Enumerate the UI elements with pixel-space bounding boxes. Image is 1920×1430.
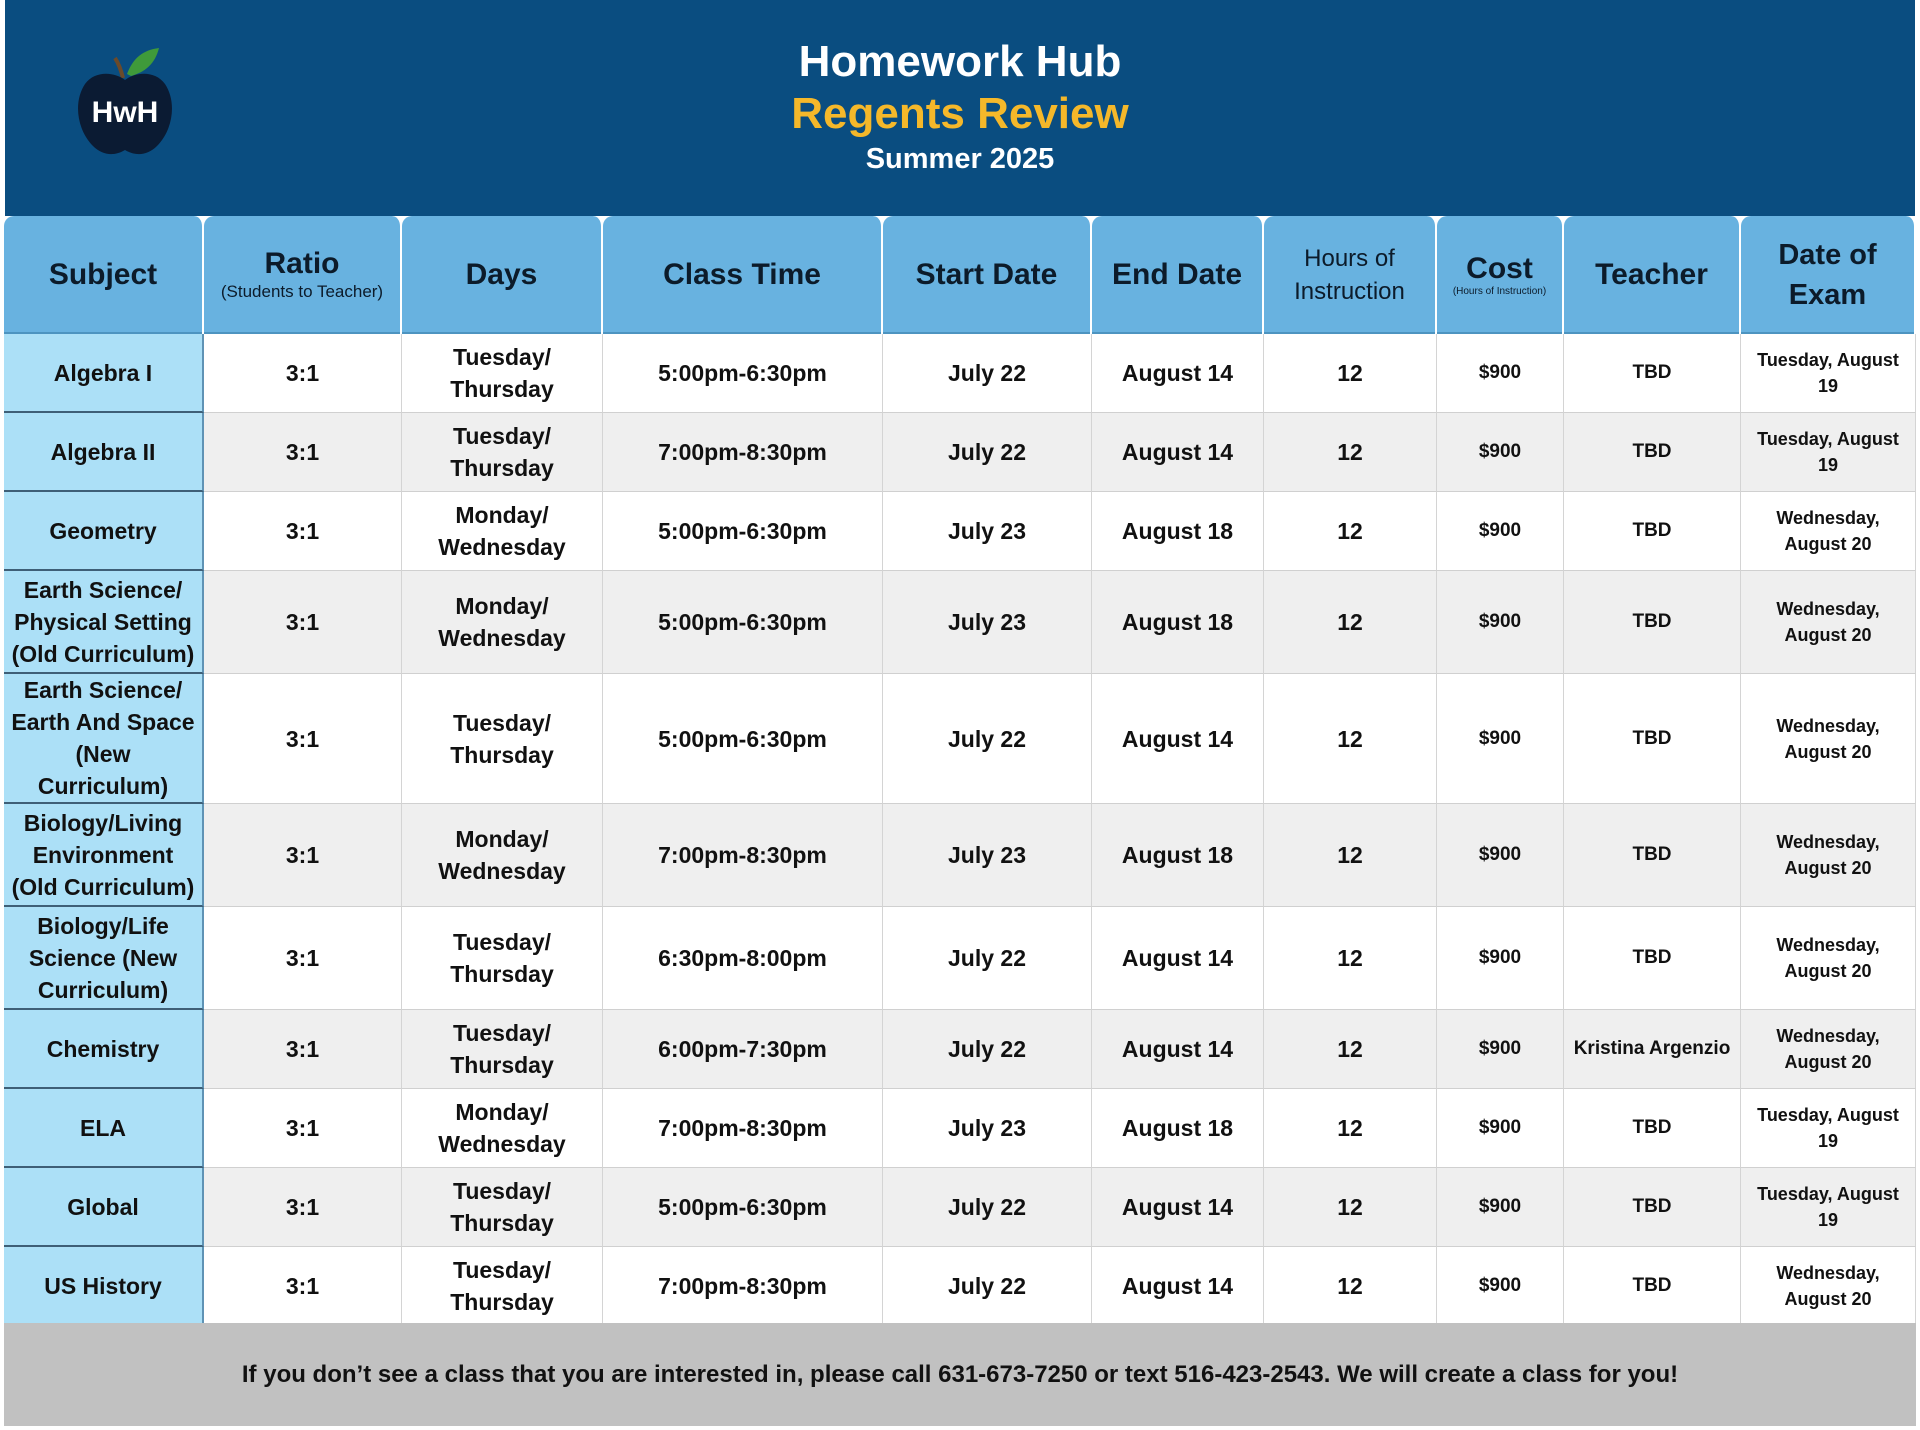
time-cell: 6:00pm-7:30pm [603,1010,883,1089]
table-row [4,571,1916,674]
start-date-cell: July 22 [883,1010,1092,1089]
col-header-ratio [204,216,402,334]
teacher-cell: TBD [1564,413,1741,492]
header-banner [5,0,1915,216]
ratio-cell: 3:1 [204,1010,402,1089]
ratio-cell: 3:1 [204,334,402,413]
subject-cell: US History [4,1247,204,1326]
days-cell: Monday/ Wednesday [402,804,603,907]
subject-cell: Algebra I [4,334,204,413]
cost-cell: $900 [1437,334,1564,413]
col-header-hours: Hours of Instruction [1264,216,1437,334]
ratio-cell: 3:1 [204,492,402,571]
exam-date-cell: Wednesday, August 20 [1741,492,1916,571]
ratio-cell: 3:1 [204,674,402,804]
end-date-cell: August 18 [1092,1089,1264,1168]
time-cell: 6:30pm-8:00pm [603,907,883,1010]
time-cell: 5:00pm-6:30pm [603,571,883,674]
col-header-end-date: End Date [1092,216,1264,334]
end-date-cell: August 14 [1092,1010,1264,1089]
exam-date-cell: Tuesday, August 19 [1741,1089,1916,1168]
subject-cell: Global [4,1168,204,1247]
hours-cell: 12 [1264,492,1437,571]
ratio-cell: 3:1 [204,1247,402,1326]
ratio-cell: 3:1 [204,571,402,674]
start-date-cell: July 22 [883,413,1092,492]
ratio-cell: 3:1 [204,907,402,1010]
end-date-cell: August 14 [1092,674,1264,804]
subject-cell: Earth Science/ Earth And Space (New Curriculum) [4,674,204,804]
col-header-cost-label: Cost [1466,252,1533,285]
time-cell: 7:00pm-8:30pm [603,1247,883,1326]
subject-cell: Biology/Life Science (New Curriculum) [4,907,204,1010]
table-row [4,1089,1916,1168]
table-row [4,1168,1916,1247]
logo-text: HwH [91,96,159,129]
subject-cell: Chemistry [4,1010,204,1089]
col-header-exam-date: Date of Exam [1741,216,1916,334]
schedule-table [4,216,1916,1326]
subject-cell: ELA [4,1089,204,1168]
teacher-cell: TBD [1564,674,1741,804]
start-date-cell: July 22 [883,674,1092,804]
teacher-cell: TBD [1564,1168,1741,1247]
teacher-cell: Kristina Argenzio [1564,1010,1741,1089]
cost-cell: $900 [1437,492,1564,571]
teacher-cell: TBD [1564,492,1741,571]
col-header-ratio-label: Ratio [264,247,340,280]
exam-date-cell: Wednesday, August 20 [1741,907,1916,1010]
subject-cell: Earth Science/ Physical Setting (Old Curriculum) [4,571,204,674]
cost-cell: $900 [1437,1168,1564,1247]
end-date-cell: August 18 [1092,492,1264,571]
footer-note: If you don’t see a class that you are interested in, please call 631-673-7250 or text 516-423-2543. We will create a class for you! [4,1323,1916,1426]
time-cell: 5:00pm-6:30pm [603,1168,883,1247]
table-row [4,492,1916,571]
ratio-cell: 3:1 [204,804,402,907]
cost-cell: $900 [1437,571,1564,674]
hours-cell: 12 [1264,413,1437,492]
time-cell: 7:00pm-8:30pm [603,1089,883,1168]
end-date-cell: August 14 [1092,334,1264,413]
hours-cell: 12 [1264,1089,1437,1168]
start-date-cell: July 23 [883,804,1092,907]
subject-cell: Geometry [4,492,204,571]
time-cell: 5:00pm-6:30pm [603,334,883,413]
start-date-cell: July 22 [883,907,1092,1010]
table-row [4,674,1916,804]
days-cell: Tuesday/ Thursday [402,1247,603,1326]
teacher-cell: TBD [1564,1089,1741,1168]
days-cell: Tuesday/ Thursday [402,674,603,804]
start-date-cell: July 22 [883,1247,1092,1326]
cost-cell: $900 [1437,1247,1564,1326]
exam-date-cell: Wednesday, August 20 [1741,804,1916,907]
ratio-cell: 3:1 [204,1089,402,1168]
page-subtitle: Regents Review [791,89,1129,138]
exam-date-cell: Wednesday, August 20 [1741,1010,1916,1089]
teacher-cell: TBD [1564,334,1741,413]
teacher-cell: TBD [1564,1247,1741,1326]
start-date-cell: July 23 [883,1089,1092,1168]
col-header-teacher: Teacher [1564,216,1741,334]
col-header-ratio-note: (Students to Teacher) [220,282,384,301]
end-date-cell: August 14 [1092,1168,1264,1247]
col-header-cost-note: (Hours of Instruction) [1452,286,1547,297]
exam-date-cell: Tuesday, August 19 [1741,413,1916,492]
days-cell: Monday/ Wednesday [402,571,603,674]
cost-cell: $900 [1437,674,1564,804]
teacher-cell: TBD [1564,571,1741,674]
col-header-class-time: Class Time [603,216,883,334]
hours-cell: 12 [1264,1247,1437,1326]
col-header-start-date: Start Date [883,216,1092,334]
title-block [5,36,1915,178]
exam-date-cell: Tuesday, August 19 [1741,334,1916,413]
end-date-cell: August 18 [1092,804,1264,907]
cost-cell: $900 [1437,1089,1564,1168]
subject-cell: Algebra II [4,413,204,492]
end-date-cell: August 18 [1092,571,1264,674]
table-row [4,804,1916,907]
hours-cell: 12 [1264,1010,1437,1089]
table-header-row [4,216,1916,334]
start-date-cell: July 23 [883,571,1092,674]
teacher-cell: TBD [1564,804,1741,907]
table-row [4,1247,1916,1326]
col-header-days: Days [402,216,603,334]
exam-date-cell: Tuesday, August 19 [1741,1168,1916,1247]
hours-cell: 12 [1264,571,1437,674]
table-row [4,1010,1916,1089]
cost-cell: $900 [1437,413,1564,492]
days-cell: Tuesday/ Thursday [402,907,603,1010]
cost-cell: $900 [1437,804,1564,907]
exam-date-cell: Wednesday, August 20 [1741,571,1916,674]
teacher-cell: TBD [1564,907,1741,1010]
hours-cell: 12 [1264,804,1437,907]
table-row [4,907,1916,1010]
time-cell: 7:00pm-8:30pm [603,804,883,907]
subject-cell: Biology/Living Environment (Old Curriculum) [4,804,204,907]
exam-date-cell: Wednesday, August 20 [1741,674,1916,804]
days-cell: Tuesday/ Thursday [402,1168,603,1247]
end-date-cell: August 14 [1092,1247,1264,1326]
hours-cell: 12 [1264,907,1437,1010]
hours-cell: 12 [1264,674,1437,804]
time-cell: 7:00pm-8:30pm [603,413,883,492]
cost-cell: $900 [1437,1010,1564,1089]
end-date-cell: August 14 [1092,413,1264,492]
time-cell: 5:00pm-6:30pm [603,674,883,804]
time-cell: 5:00pm-6:30pm [603,492,883,571]
hours-cell: 12 [1264,1168,1437,1247]
exam-date-cell: Wednesday, August 20 [1741,1247,1916,1326]
season-label: Summer 2025 [865,143,1055,175]
days-cell: Tuesday/ Thursday [402,1010,603,1089]
start-date-cell: July 22 [883,334,1092,413]
end-date-cell: August 14 [1092,907,1264,1010]
days-cell: Tuesday/ Thursday [402,413,603,492]
col-header-subject: Subject [4,216,204,334]
start-date-cell: July 22 [883,1168,1092,1247]
ratio-cell: 3:1 [204,1168,402,1247]
days-cell: Monday/ Wednesday [402,1089,603,1168]
col-header-cost [1437,216,1564,334]
table-row [4,413,1916,492]
page-title: Homework Hub [798,37,1122,86]
days-cell: Monday/ Wednesday [402,492,603,571]
hours-cell: 12 [1264,334,1437,413]
ratio-cell: 3:1 [204,413,402,492]
cost-cell: $900 [1437,907,1564,1010]
start-date-cell: July 23 [883,492,1092,571]
table-row [4,334,1916,413]
days-cell: Tuesday/ Thursday [402,334,603,413]
